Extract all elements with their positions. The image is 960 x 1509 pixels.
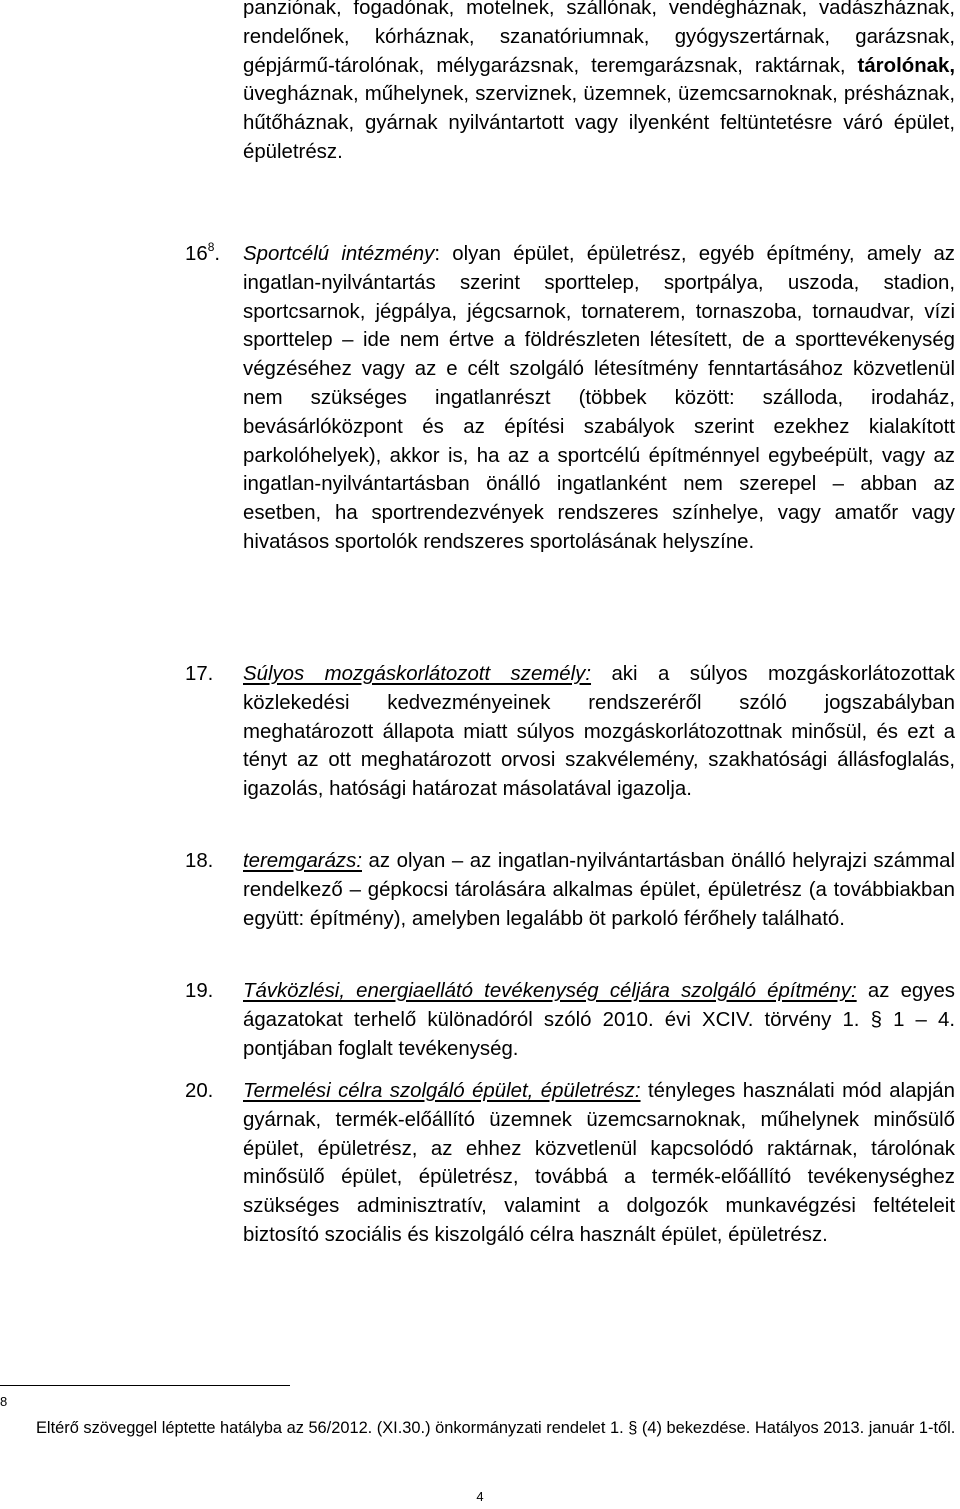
item-definition: : olyan épület, épületrész, egyéb építmény, amely az ingatlan-nyilvántartás szerint sporttelep, sportpálya, uszoda, stadion, sportcsarnok, jégpálya, jégcsarnok, tornaterem, tornaszoba, tornaudvar, vízi sporttelep – ide nem értve a földrészleten létesített, de a sporttevékenység végzéséhez vagy az e célt szolgáló létesítmény fenntartásához közvetlenül nem szükséges ingatlanrészt (többek között: szálloda, irodaház, bevásárlóközpont és az építési szabályok szerint ezekhez kialakított parkolóhelyek), akkor is, ha az a sportcélú építménnyel egybeépült, vagy az ingatlan-nyilvántartásban önálló ingatlanként nem szerepel – abban az esetben, ha sportrendezvények rendszeres színhelye, vagy amatőr vagy hivatásos sportolók rendszeres sportolásának helyszíne. (243, 243, 955, 553)
intro-bold-word: tárolónak, (857, 54, 955, 77)
item-term: Termelési célra szolgáló épület, épületrész: (243, 1080, 641, 1102)
item-definition: tényleges használati mód alapján gyárnak, termék-előállító üzemnek üzemcsarnoknak, műhelynek minősülő épület, épületrész, az ehhez közvetlenül kapcsolódó raktárnak, tárolónak minősülő épület, épületrész, továbbá a termék-előállító tevékenységhez szükséges adminisztratív, valamint a dolgozók munkavégzési feltételeit biztosító szociális és kiszolgáló célra használt épület, épületrész. (243, 1080, 955, 1246)
item-number: 19. (185, 980, 214, 1002)
item-number (185, 240, 243, 269)
item-definition: aki a súlyos mozgáskorlátozottak közlekedési kedvezményeinek rendszeréről szóló jogszabályban meghatározott állapota miatt súlyos mozgáskorlátozottnak minősül, és ezt a tényt az ott meghatározott orvosi szakvélemény, szakhatósági állásfoglalás, igazolás, hatósági határozat másolatával igazolja. (243, 663, 955, 801)
item-term: Távközlési, energiaellátó tevékenység céljára szolgáló építmény: (243, 980, 857, 1002)
footnote-ref[interactable]: 8 (207, 240, 215, 254)
footnote-separator (0, 1385, 290, 1386)
item-term: Sportcélú intézmény (243, 243, 435, 265)
item-term: Súlyos mozgáskorlátozott személy: (243, 663, 592, 685)
page-number: 4 (476, 1489, 484, 1504)
item-definition: az egyes ágazatokat terhelő különadóról szóló 2010. évi XCIV. törvény 1. § 1 – 4. pontjában foglalt tevékenység. (243, 980, 956, 1060)
item-body (243, 660, 955, 804)
item-body (243, 240, 955, 557)
item-number: 17. (185, 663, 214, 685)
item-body (243, 977, 955, 1063)
item-definition: az olyan – az ingatlan-nyilvántartásban önálló helyrajzi számmal rendelkező – gépkocsi tárolására alkalmas épület, épületrész (a továbbiakban együtt: építmény), amelyben legalább öt parkoló férőhely található. (243, 850, 955, 930)
item-number: 20. (185, 1080, 214, 1102)
item-term: teremgarázs: (243, 850, 362, 872)
intro-text-after: üvegháznak, műhelynek, szerviznek, üzemnek, üzemcsarnoknak, présháznak, hűtőháznak, gyárnak nyilvántartott vagy ilyenként feltüntetésre váró épület, épületrész. (243, 83, 956, 163)
item-number: 18. (185, 850, 214, 872)
item-number-value: 16 (185, 243, 208, 265)
intro-text: panziónak, fogadónak, motelnek, szállónak, vendégháznak, vadászháznak, rendelőnek, kórháznak, szanatóriumnak, gyógyszertárnak, garázsnak, gépjármű-tárolónak, mélygarázsnak, teremgarázsnak, raktárnak, (243, 0, 955, 77)
item-body (243, 1077, 955, 1250)
footnote-text: Eltérő szöveggel léptette hatályba az 56/2012. (XI.30.) önkormányzati rendelet 1. § (4) bekezdése. Hatályos 2013. január 1-től. (36, 1419, 956, 1437)
item-body (243, 847, 955, 933)
footnote-marker: 8 (0, 1394, 8, 1409)
intro-paragraph (243, 0, 955, 167)
item-number-suffix: . (214, 243, 221, 265)
